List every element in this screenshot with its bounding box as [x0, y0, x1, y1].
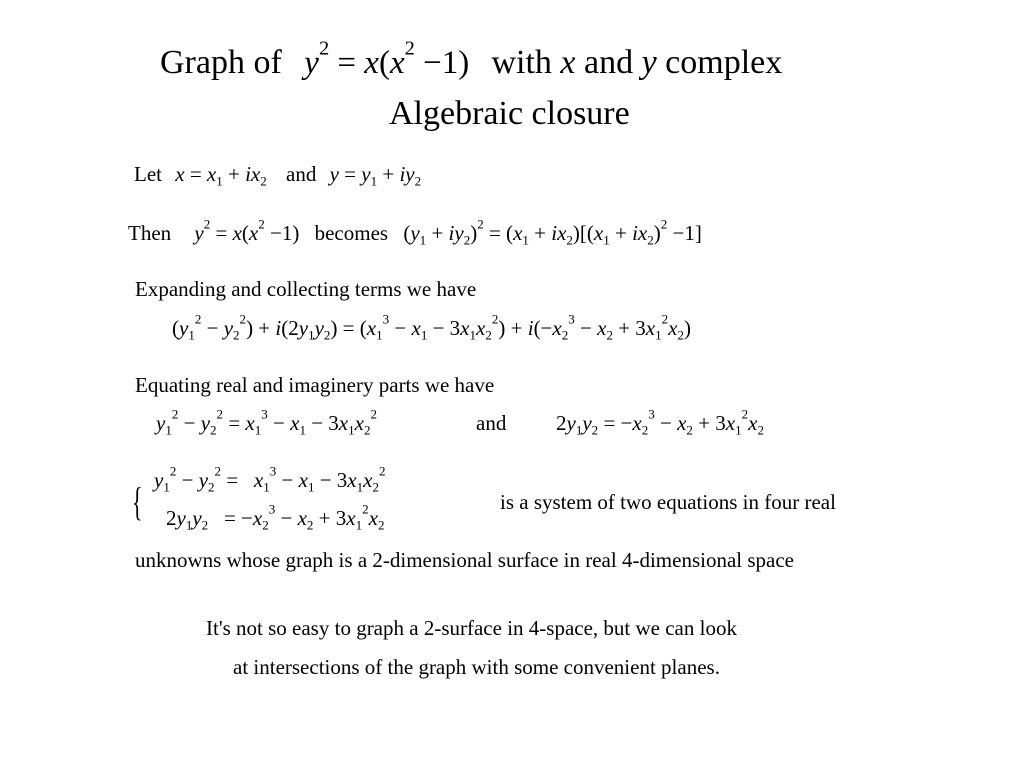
let-line — [134, 162, 421, 187]
let-and: and — [286, 162, 317, 186]
unknowns-text: unknowns whose graph is a 2-dimensional surface in real 4-dimensional space — [135, 548, 794, 572]
title-complex: complex — [665, 44, 783, 81]
title-and: and — [583, 44, 634, 81]
equating-and: and — [476, 411, 507, 435]
real-part-equation: $y_1^2 - y_2^2 = x_1^3 - x_1 - 3x_1x_2^2$ — [156, 406, 377, 438]
then-label: Then — [128, 221, 172, 245]
slide-subtitle: Algebraic closure — [389, 95, 630, 132]
title-prefix: Graph of — [160, 44, 282, 81]
expanded-equation: $(y_1^2 - y_2^2) + i(2y_1y_2) = (x_1^3 - x_1 - 3x_1x_2^2) + i(-x_2^3 - x_2 + 3x_1^2x_2)$ — [172, 311, 691, 343]
closing-line-2: at intersections of the graph with some convenient planes. — [233, 655, 720, 679]
system-equation-1: $y_1^2 - y_2^2 = x_1^3 - x_1 - 3x_1x_2^2$ — [154, 463, 386, 495]
system-brace: { — [132, 479, 143, 524]
title-y: y — [641, 44, 657, 81]
let-label: Let — [134, 162, 162, 186]
slide-title — [160, 37, 783, 82]
becomes-label: becomes — [314, 221, 389, 245]
then-equation: $y^2 = x(x^2 -1)$ — [194, 216, 305, 245]
closing-line-1: It's not so easy to graph a 2-surface in 4-space, but we can look — [206, 616, 737, 640]
title-equation: $y^2 = x(x^2 -1)$ — [304, 37, 478, 81]
becomes-equation: $(y_1 + iy_2)^2 = (x_1 + ix_2)[(x_1 + ix_2)^2 -1]$ — [403, 216, 702, 248]
system-text: is a system of two equations in four real — [500, 490, 836, 514]
system-equation-2: $2y_1y_2 = -x_2^3 - x_2 + 3x_1^2x_2$ — [166, 501, 385, 533]
let-y-equation: $y = y_1 + iy_2$ — [329, 162, 422, 189]
expanding-text: Expanding and collecting terms we have — [135, 277, 477, 301]
then-line — [128, 216, 702, 248]
title-with: with — [491, 44, 552, 81]
imag-part-equation: $2y_1y_2 = -x_2^3 - x_2 + 3x_1^2x_2$ — [556, 406, 764, 438]
let-x-equation: $x = x_1 + ix_2$ — [175, 162, 267, 189]
equating-text: Equating real and imaginery parts we have — [135, 373, 495, 397]
title-x: x — [560, 44, 576, 81]
